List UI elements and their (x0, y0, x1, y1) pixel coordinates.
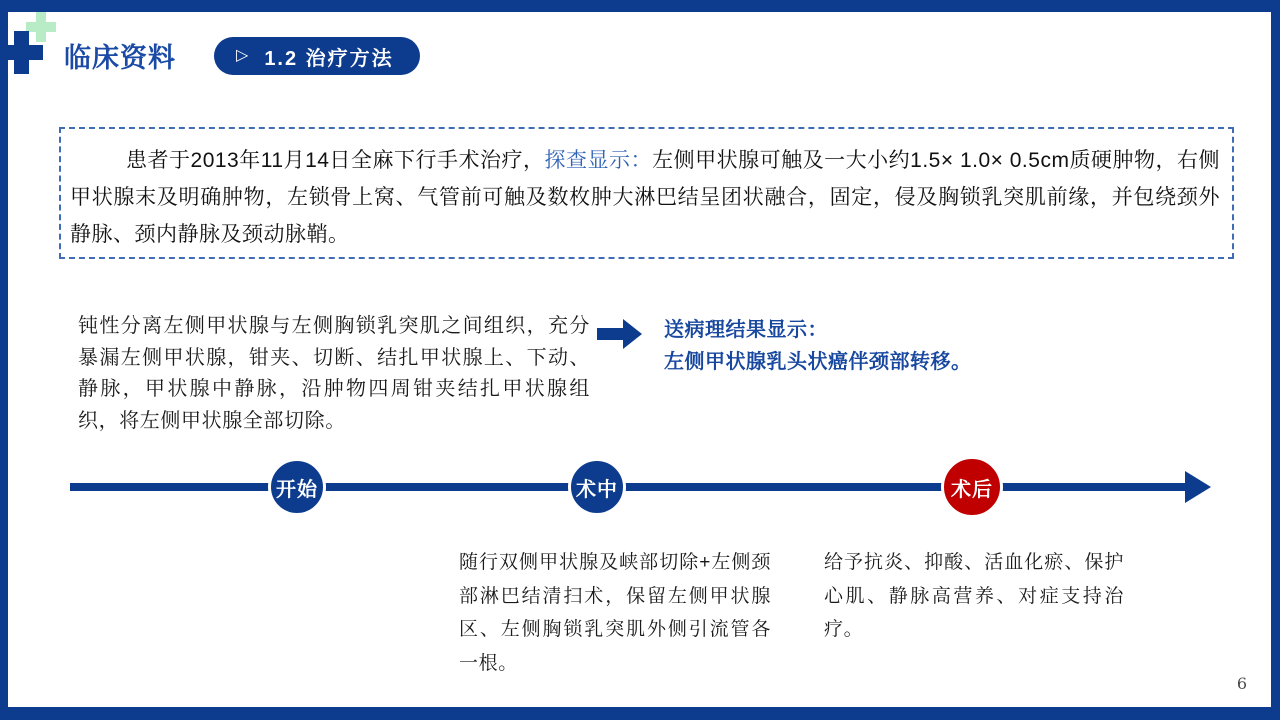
summary-paragraph (70, 142, 1220, 253)
summary-box (59, 127, 1234, 259)
top-border-bar (0, 0, 1280, 12)
intraop-note: 随行双侧甲状腺及峡部切除+左侧颈部淋巴结清扫术，保留左侧甲状腺区、左侧胸锁乳突肌外侧引流管各一根。 (459, 552, 771, 674)
timeline-node-intraop (568, 458, 626, 516)
page-number: 6 (1236, 674, 1248, 693)
left-border-bar (0, 0, 8, 720)
procedure-description: 钝性分离左侧甲状腺与左侧胸锁乳突肌之间组织，充分暴漏左侧甲状腺，钳夹、切断、结扎甲状腺上、下动、静脉，甲状腺中静脉，沿肿物四周钳夹结扎甲状腺组织，将左侧甲状腺全部切除。 (78, 315, 590, 432)
timeline-node-postop-label: 术后 (951, 478, 993, 501)
postop-note: 给予抗炎、抑酸、活血化瘀、保护心肌、静脉高营养、对症支持治疗。 (824, 552, 1124, 640)
pathology-result-detail: 左侧甲状腺乳头状癌伴颈部转移。 (664, 351, 972, 373)
bottom-border-bar (0, 707, 1280, 720)
timeline-node-intraop-label: 术中 (576, 478, 618, 501)
timeline-line (70, 483, 1188, 491)
pathology-result-title: 送病理结果显示： (664, 319, 828, 341)
block-arrow-right-icon (597, 319, 643, 349)
triangle-right-icon: ▷ (236, 47, 249, 64)
timeline-node-start-label: 开始 (276, 478, 318, 501)
summary-body: 左侧甲状腺可触及一大小约1.5× 1.0× 0.5cm质硬肿物，右侧甲状腺末及明确肿物，左锁骨上窝、气管前可触及数枚肿大淋巴结呈团状融合，固定，侵及胸锁乳突肌前缘，并包绕颈外静脉、颈内静脉及颈动脉鞘。 (70, 149, 1220, 246)
medical-cross-blue-icon (0, 45, 43, 60)
timeline-node-postop (941, 456, 1003, 518)
section-badge-label: 1.2 治疗方法 (264, 47, 394, 70)
section-badge (214, 37, 420, 75)
medical-cross-green-icon (26, 22, 56, 32)
summary-lead: 患者于2013年11月14日全麻下行手术治疗， (126, 149, 545, 172)
right-border-bar (1271, 0, 1280, 720)
summary-highlight: 探查显示： (544, 149, 653, 172)
pathology-result (664, 314, 972, 378)
medical-cross-icon (0, 8, 62, 78)
timeline-arrowhead-icon (1185, 471, 1211, 503)
page-title: 临床资料 (64, 43, 176, 73)
timeline-node-start (268, 458, 326, 516)
